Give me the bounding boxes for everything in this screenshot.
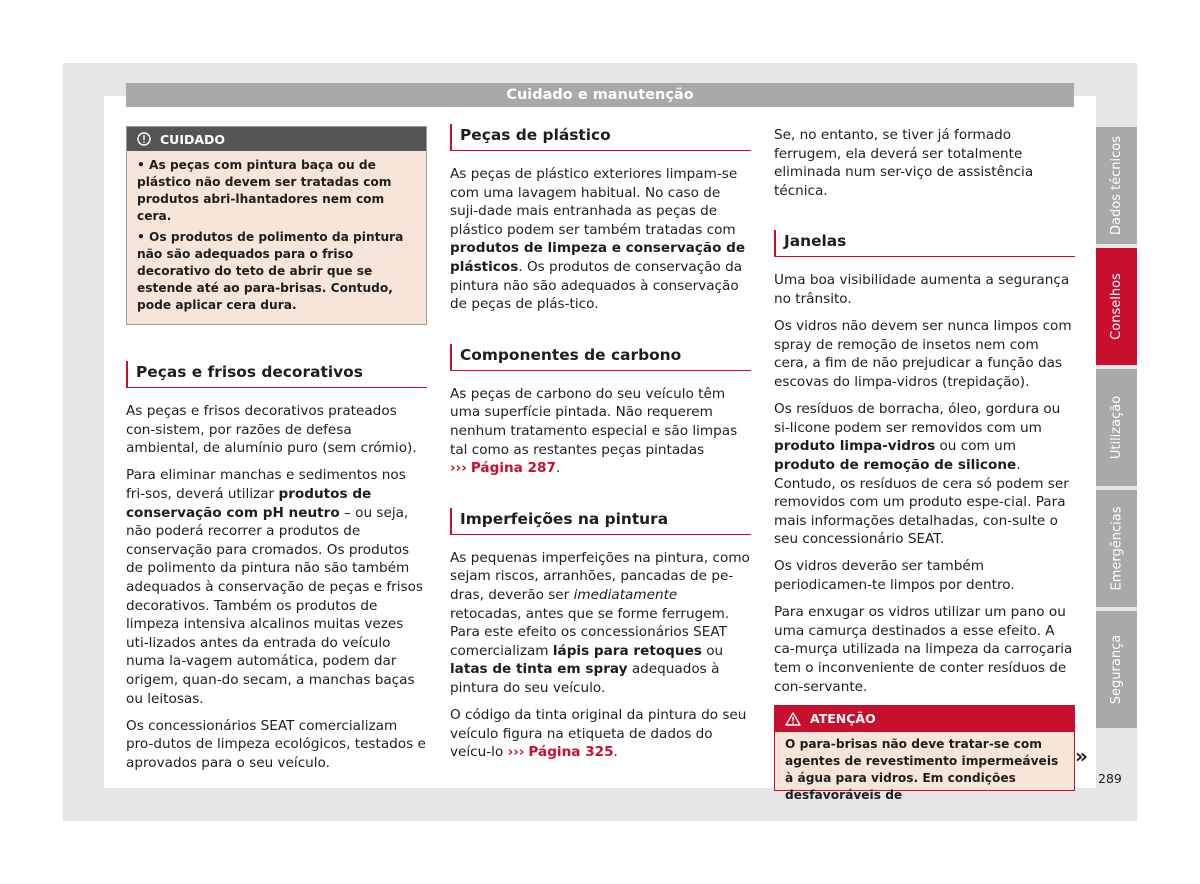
caution-item: • As peças com pintura baça ou de plástico não devem ser tratadas com produtos abri-lhantadores nem com cera. bbox=[137, 158, 392, 223]
paragraph: Os vidros não devem ser nunca limpos com spray de remoção de insetos nem com cera, a fim de não prejudicar a função das escovas do limpa-vidros (trepidação). bbox=[774, 318, 1072, 390]
paragraph: Uma boa visibilidade aumenta a segurança no trânsito. bbox=[774, 272, 1070, 307]
column-left bbox=[126, 126, 427, 781]
paragraph: As pequenas imperfeições na pintura, como sejam riscos, arranhões, pancadas de pe-dras, deverão ser imediatamente retocadas, antes que se forme ferrugem. Para este efeito os concessionários SEAT comercializam lápis para retoques ou latas de tinta em spray adequados à pintura do seu veículo. bbox=[450, 549, 750, 696]
section-title-windows: Janelas bbox=[774, 230, 1075, 257]
paragraph: Para eliminar manchas e sedimentos nos fri-sos, deverá utilizar produtos de conservação com pH neutro – ou seja, não poderá recorrer a produtos de conservação para cromados. Os produtos de polimento da pintura não são também adequados à conservação de peças e frisos decorativos. Também os produtos de limpeza intensiva alcalinos muitas vezes uti-lizados antes da entrada do veículo numa la-vagem automática, podem dar origem, quan-do secam, a manchas baças ou leitosas. bbox=[126, 467, 423, 707]
warning-triangle-icon bbox=[785, 712, 801, 726]
paragraph: Para enxugar os vidros utilizar um pano ou uma camurça destinados a esse efeito. A ca-murça utilizada na limpeza da carroçaria tem o inconveniente de conter resíduos de con-servante. bbox=[774, 604, 1073, 695]
section-title-plastic: Peças de plástico bbox=[450, 124, 751, 151]
caution-header bbox=[127, 127, 426, 151]
tab-dados-tecnicos[interactable]: Dados técnicos bbox=[1096, 127, 1137, 244]
tab-emergencias[interactable]: Emergências bbox=[1096, 490, 1137, 607]
paragraph: As peças de plástico exteriores limpam-se com uma lavagem habitual. No caso de suji-dade mais entranhada as peças de plástico podem ser também tratadas com produtos de limpeza e conservação de plásticos. Os produtos de conservação da pintura não são adequados à conservação de peças de plás-tico. bbox=[450, 166, 746, 313]
warning-header bbox=[775, 706, 1074, 732]
exclamation-circle-icon bbox=[137, 132, 151, 146]
page-link[interactable]: ››› Página 325 bbox=[507, 744, 614, 761]
paragraph: Os vidros deverão ser também periodicamen-te limpos por dentro. bbox=[774, 558, 1015, 594]
column-right bbox=[774, 126, 1075, 802]
warning-box bbox=[774, 705, 1075, 802]
tab-seguranca[interactable]: Segurança bbox=[1096, 611, 1137, 728]
caution-title: CUIDADO bbox=[160, 131, 226, 147]
warning-title: ATENÇÃO bbox=[810, 711, 876, 727]
caution-item: • Os produtos de polimento da pintura não são adequados para o friso decorativo do teto de abrir que se estende até ao para-brisas. Contudo, pode aplicar cera dura. bbox=[137, 230, 404, 312]
paragraph: Os concessionários SEAT comercializam pro-dutos de limpeza ecológicos, testados e aprovados para o seu veículo. bbox=[126, 717, 426, 771]
page-number: 289 bbox=[1098, 771, 1122, 786]
paragraph: Os resíduos de borracha, óleo, gordura ou si-licone podem ser removidos com um produto limpa-vidros ou com um produto de remoção de silicone. Contudo, os resíduos de cera só podem ser removidos com um produto espe-cial. Para mais informações detalhadas, con-sulte o seu concessionário SEAT. bbox=[774, 401, 1069, 548]
paragraph: As peças de carbono do seu veículo têm uma superfície pintada. Não requerem nenhum tratamento especial e são limpas tal como as restantes peças pintadas ››› Página 287. bbox=[450, 385, 738, 477]
section-title-trims: Peças e frisos decorativos bbox=[126, 361, 427, 388]
paragraph: As peças e frisos decorativos prateados con-sistem, por razões de defesa ambiental, de alumínio puro (sem crómio). bbox=[126, 403, 417, 457]
column-middle bbox=[450, 124, 751, 770]
tab-conselhos[interactable]: Conselhos bbox=[1096, 248, 1137, 365]
section-title-carbon: Componentes de carbono bbox=[450, 344, 751, 371]
tab-utilizacao[interactable]: Utilização bbox=[1096, 369, 1137, 486]
caution-box bbox=[126, 126, 427, 325]
page-link[interactable]: ››› Página 287 bbox=[450, 460, 556, 477]
section-title-paint: Imperfeições na pintura bbox=[450, 508, 751, 535]
paragraph: O código da tinta original da pintura do seu veículo figura na etiqueta de dados do veícu-lo ››› Página 325. bbox=[450, 707, 747, 761]
paragraph: Se, no entanto, se tiver já formado ferrugem, ela deverá ser totalmente eliminada num ser-viço de assistência técnica. bbox=[774, 127, 1034, 199]
chapter-header: Cuidado e manutenção bbox=[126, 83, 1074, 107]
warning-text: O para-brisas não deve tratar-se com agentes de revestimento impermeáveis à água para vidros. Em condições desfavoráveis de bbox=[785, 736, 1059, 802]
continue-mark: » bbox=[1075, 744, 1088, 768]
